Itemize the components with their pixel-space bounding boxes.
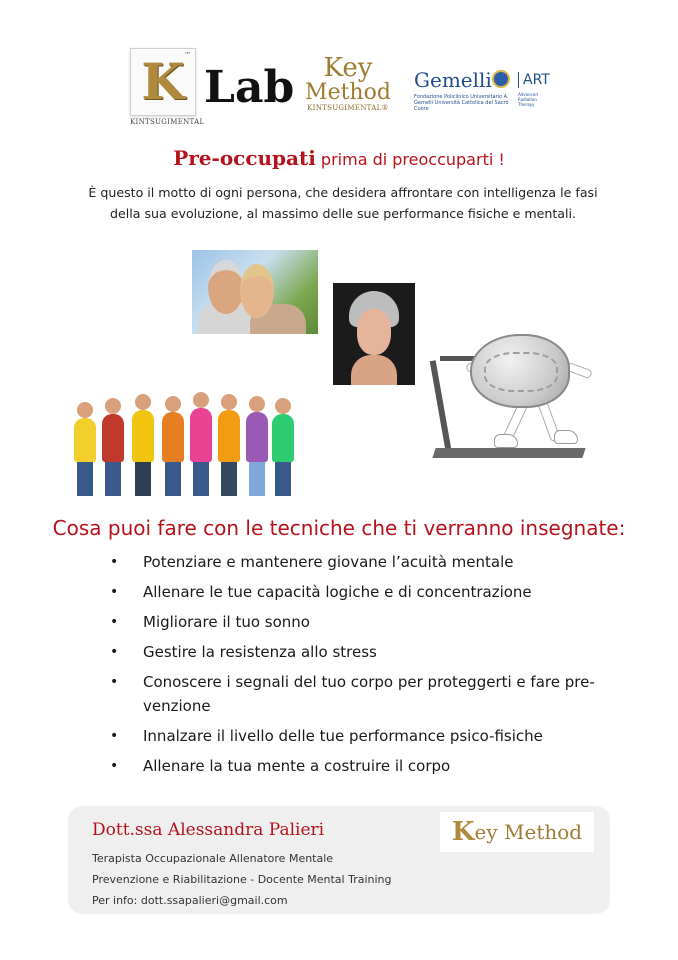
key-word: Key (323, 53, 373, 83)
contact-specialty: Prevenzione e Riabilitazione - Docente Mental Training (92, 873, 392, 886)
list-item: • Migliorare il tuo sonno (110, 610, 630, 634)
contact-card (68, 806, 610, 914)
key-method-logo (302, 54, 394, 128)
list-item: • Innalzare il livello delle tue performance psico-fisiche (110, 724, 630, 748)
gemelli-subtitle: Fondazione Policlinico Universitario A. Gemelli Università Cattolica del Sacro Cuore (414, 94, 509, 112)
k-logo-caption: KINTSUGIMENTAL (130, 118, 205, 126)
k-letter: K (141, 52, 185, 111)
list-item: • Conoscere i segnali del tuo corpo per proteggerti e fare pre-venzione (110, 670, 630, 718)
list-item: • Gestire la resistenza allo stress (110, 640, 630, 664)
headline (0, 146, 678, 170)
section-title: Cosa puoi fare con le tecniche che ti verranno insegnate: (52, 516, 626, 540)
headline-rest: prima di preoccuparti ! (315, 150, 505, 169)
method-word: Method (305, 80, 391, 105)
kintsugimental-k-logo: K ™ (130, 48, 196, 116)
lab-logo-text: Lab (204, 62, 295, 113)
contact-email[interactable]: Per info: dott.ssapalieri@gmail.com (92, 894, 288, 907)
key-method-footer-logo: K ey Method (440, 812, 594, 852)
list-item: • Allenare le tue capacità logiche e di concentrazione (110, 580, 630, 604)
headline-strong: Pre-occupati (173, 146, 316, 170)
couple-photo (192, 250, 318, 334)
art-wordmark: ART (518, 72, 550, 88)
gemelli-art-logo (414, 68, 554, 112)
art-subtitle: Advanced Radiation Therapy (518, 92, 538, 107)
gemelli-seal-icon (492, 70, 510, 88)
intro-paragraph: È questo il motto di ogni persona, che desidera affrontare con intelligenza le fasi della sua evoluzione, al massimo delle sue performance fisiche e mentali. (88, 185, 598, 221)
list-item: • Allenare la tua mente a costruire il corpo (110, 754, 630, 778)
teens-group-photo (66, 330, 300, 480)
brain-treadmill-illustration (426, 330, 598, 480)
list-item: • Potenziare e mantenere giovane l’acuità mentale (110, 550, 630, 574)
gemelli-wordmark: Gemelli (414, 68, 492, 92)
contact-role: Terapista Occupazionale Allenatore Mentale (92, 852, 334, 865)
woman-portrait-photo (333, 283, 415, 385)
kintsugimental-mark: KINTSUGIMENTAL® (307, 104, 389, 112)
contact-name: Dott.ssa Alessandra Palieri (92, 820, 325, 840)
feature-list (110, 550, 630, 784)
